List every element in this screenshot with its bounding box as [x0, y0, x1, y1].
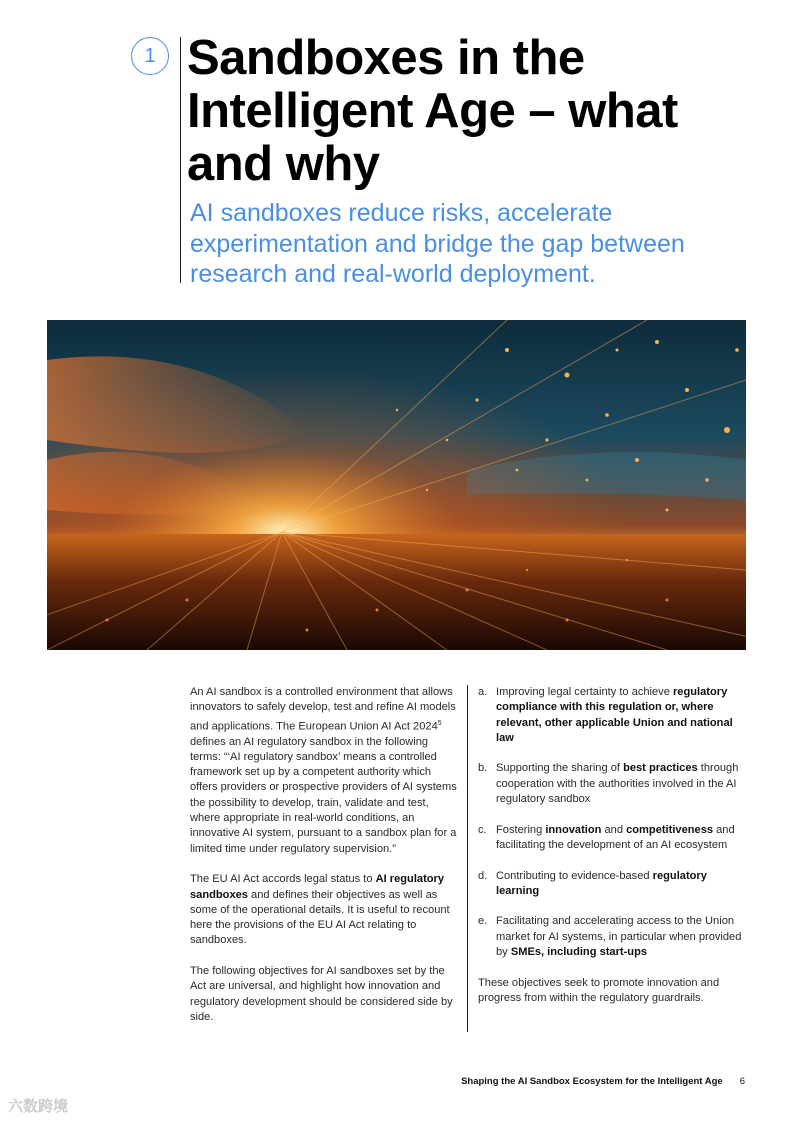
objective-item: c. Fostering innovation and competitiveness and facilitating the development of an AI ecosystem	[478, 823, 735, 851]
column-divider	[467, 685, 468, 1032]
objectives-intro-paragraph: The following objectives for AI sandboxes set by the Act are universal, and highlight how innovation and regulatory development should be considered side by side.	[190, 965, 453, 1023]
page-subtitle: AI sandboxes reduce risks, accelerate experimentation and bridge the gap between research and real-world deployment.	[190, 199, 685, 288]
objective-item: d. Contributing to evidence-based regulatory learning	[478, 869, 707, 897]
objective-item: b. Supporting the sharing of best practices through cooperation with the authorities involved in the AI regulatory sandbox	[478, 762, 739, 806]
objectives-list	[478, 685, 750, 1006]
objectives-closing-paragraph: These objectives seek to promote innovation and progress from within the regulatory guardrails.	[478, 976, 720, 1004]
page-number: 6	[739, 1076, 745, 1087]
page-footer	[461, 1076, 745, 1087]
intro-paragraph: An AI sandbox is a controlled environment that allows innovators to safely develop, test and refine AI models and applications. The European Union AI Act 2024$^5$ defines an AI regulatory sandbox in the following terms: “‘AI regulatory sandbox’ means a controlled framework set up by a competent authority which offers providers or prospective providers of AI systems the possibility to develop, train, validate and test, where appropriate in real-world conditions, an innovative AI system, pursuant to a sandbox plan for a limited time under regulatory supervision.”	[190, 686, 457, 855]
objective-item: e. Facilitating and accelerating access to the Union market for AI systems, in particular when provided by SMEs, including start-ups	[478, 915, 742, 959]
objective-item: a. Improving legal certainty to achieve regulatory compliance with this regulation or, where relevant, other applicable Union and national law	[478, 686, 733, 744]
hero-image	[47, 320, 746, 650]
legal-status-paragraph: The EU AI Act accords legal status to AI regulatory sandboxes and defines their objectives as well as some of the operational details. It is useful to recount here the provisions of the EU AI Act relating to sandboxes.	[190, 873, 450, 947]
left-column	[190, 685, 460, 1025]
chapter-number-badge: 1	[131, 37, 169, 75]
footer-report-title: Shaping the AI Sandbox Ecosystem for the Intelligent Age	[461, 1076, 723, 1087]
watermark: 六数跨境	[8, 1098, 69, 1115]
title-divider	[180, 37, 181, 283]
page-title: Sandboxes in the Intelligent Age – what and why	[187, 31, 678, 191]
